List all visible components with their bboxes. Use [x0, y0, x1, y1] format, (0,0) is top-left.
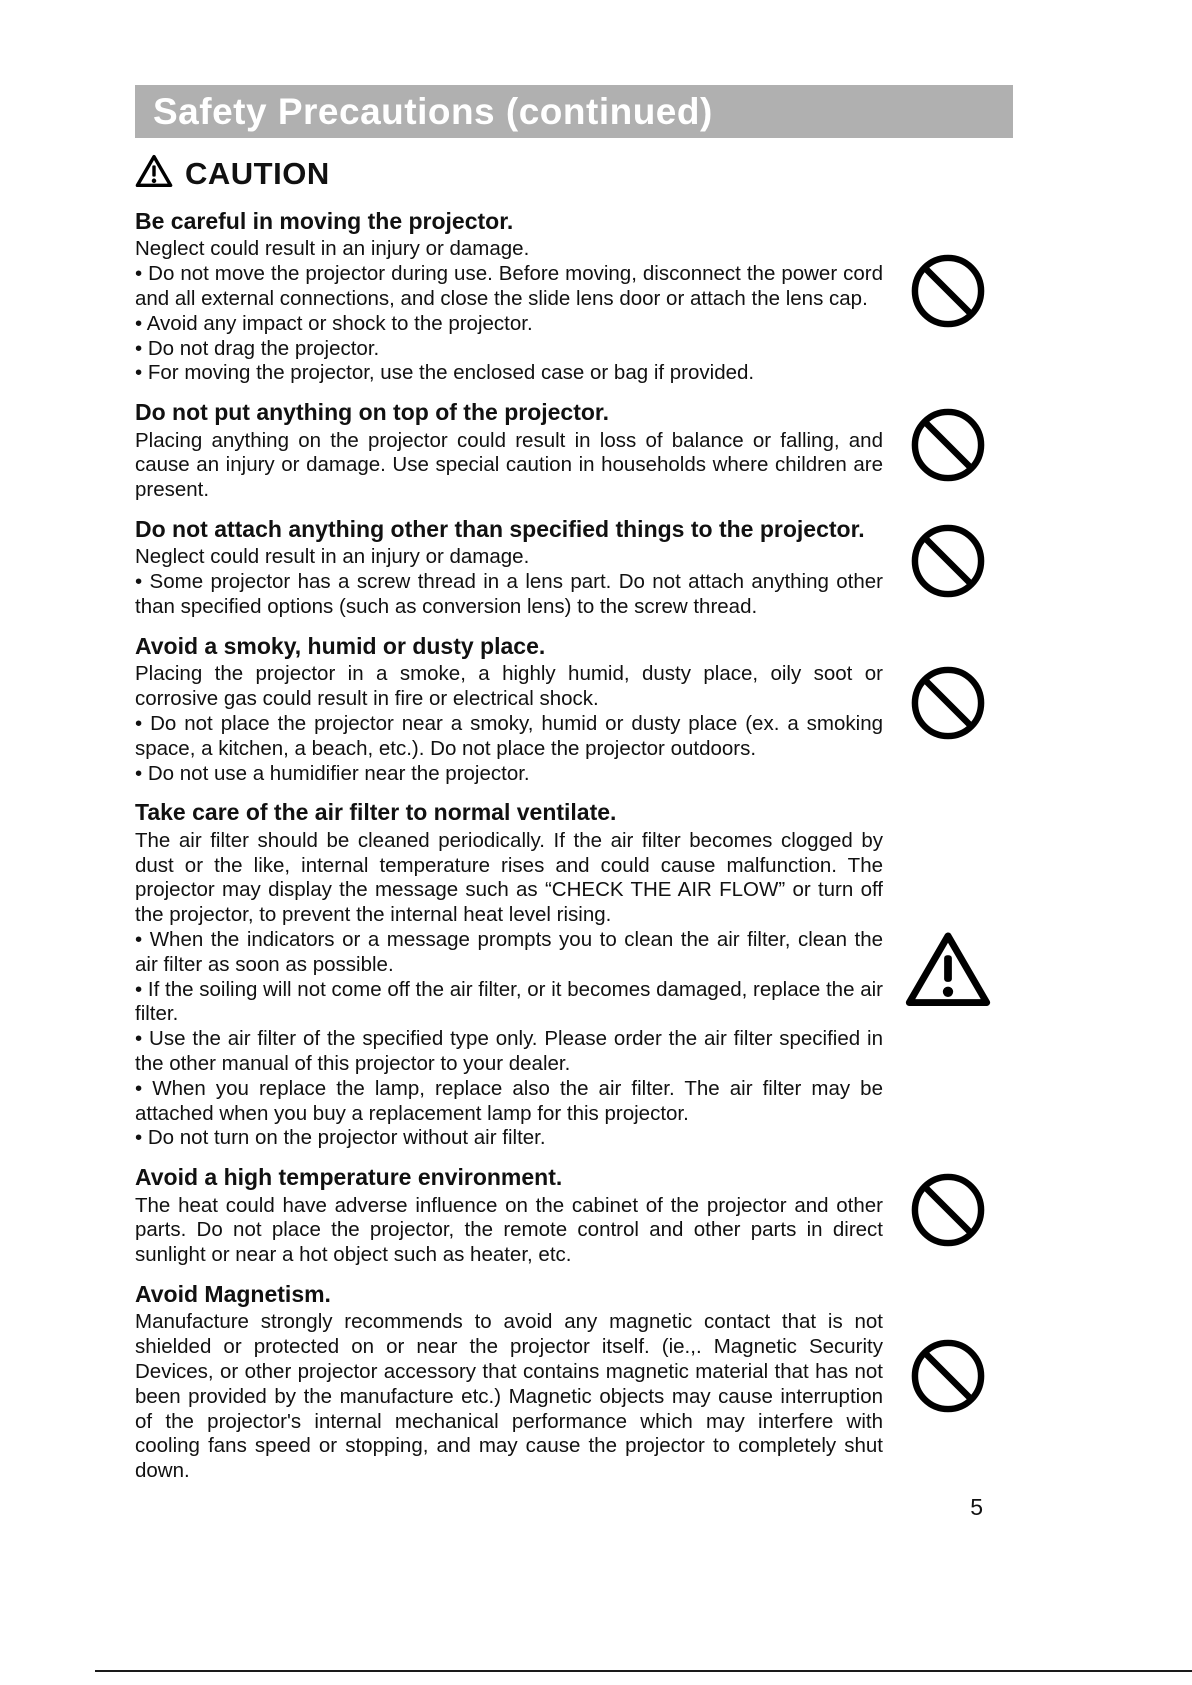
prohibition-icon	[883, 665, 1013, 741]
section	[135, 1268, 1013, 1484]
section-text	[135, 195, 883, 386]
section-paragraph: • For moving the projector, use the enclosed case or bag if provided.	[135, 361, 755, 385]
section-text	[135, 620, 883, 786]
section-paragraph: • Do not use a humidifier near the projector.	[135, 761, 530, 785]
page-header-bar	[135, 85, 1013, 138]
section-paragraph: The heat could have adverse influence on the cabinet of the projector and other parts. Do not place the projector, the remote control and other parts in direct sunlight or near a hot object such as heater, etc.	[135, 1193, 883, 1267]
section	[135, 503, 1013, 620]
section-paragraph: • Some projector has a screw thread in a lens part. Do not attach anything other than specified options (such as conversion lens) to the screw thread.	[135, 570, 883, 619]
section	[135, 386, 1013, 503]
caution-heading	[135, 154, 1013, 193]
section-paragraph: • If the soiling will not come off the air filter, or it becomes damaged, replace the air filter.	[135, 977, 883, 1026]
section-heading: Avoid a high temperature environment.	[135, 1164, 563, 1191]
footer-rule	[95, 1670, 1192, 1672]
section-text	[135, 1151, 883, 1268]
section-paragraph: Neglect could result in an injury or damage.	[135, 545, 530, 569]
content-column	[135, 85, 1013, 1521]
section	[135, 786, 1013, 1151]
section-paragraph: • Do not turn on the projector without air filter.	[135, 1126, 546, 1150]
section-heading: Do not attach anything other than specified things to the projector.	[135, 516, 865, 543]
section-text	[135, 386, 883, 503]
caution-label: CAUTION	[185, 155, 330, 191]
prohibition-icon	[883, 253, 1013, 329]
section-paragraph: • Use the air filter of the specified type only. Please order the air filter specified in the other manual of this projector to your dealer.	[135, 1027, 883, 1075]
prohibition-icon	[883, 1172, 1013, 1248]
prohibition-icon	[883, 407, 1013, 483]
section-paragraph: Neglect could result in an injury or damage.	[135, 237, 530, 261]
section-paragraph: Manufacture strongly recommends to avoid any magnetic contact that is not shielded or protected on or near the projector itself. (ie.,. Magnetic Security Devices, or other projector accessory that contains magnetic material that has not been provided by the manufacture etc.) Magnetic objects may cause interruption of the projector's internal mechanical performance which may interfere with cooling fans speed or stopping, and may cause the projector to completely shut down.	[135, 1310, 883, 1483]
warning-icon	[883, 930, 1013, 1008]
prohibition-icon	[883, 1338, 1013, 1414]
section	[135, 195, 1013, 386]
section-heading: Avoid Magnetism.	[135, 1280, 331, 1307]
section-paragraph: Placing anything on the projector could result in loss of balance or falling, and cause an injury or damage. Use special caution in households where children are present.	[135, 428, 883, 502]
section-text	[135, 503, 883, 620]
section-heading: Do not put anything on top of the projector.	[135, 399, 609, 426]
section	[135, 1151, 1013, 1268]
caution-triangle-icon	[135, 154, 173, 193]
sections	[135, 195, 1013, 1484]
prohibition-icon	[883, 523, 1013, 599]
section-paragraph: • Do not place the projector near a smoky, humid or dusty place (ex. a smoking space, a kitchen, a beach, etc.). Do not place the projector outdoors.	[135, 711, 883, 760]
section-text	[135, 786, 883, 1151]
page-title: Safety Precautions (continued)	[153, 90, 713, 132]
section-paragraph: • Do not drag the projector.	[135, 336, 380, 360]
section-text	[135, 1268, 883, 1484]
section-heading: Avoid a smoky, humid or dusty place.	[135, 632, 546, 659]
page-number: 5	[970, 1493, 983, 1520]
section-paragraph: • Do not move the projector during use. Before moving, disconnect the power cord and all external connections, and close the slide lens door or attach the lens cap.	[135, 262, 883, 311]
section-paragraph: • When you replace the lamp, replace also the air filter. The air filter may be attached when you buy a replacement lamp for this projector.	[135, 1076, 883, 1125]
section-paragraph: • Avoid any impact or shock to the projector.	[135, 311, 533, 335]
section-paragraph: The air filter should be cleaned periodically. If the air filter becomes clogged by dust or the like, internal temperature rises and could cause malfunction. The projector may display the message such as “CHECK THE AIR FLOW” or turn off the projector, to prevent the internal heat level rising.	[135, 828, 883, 927]
section-paragraph: • When the indicators or a message prompts you to clean the air filter, clean the air filter as soon as possible.	[135, 927, 883, 976]
section-paragraph: Placing the projector in a smoke, a highly humid, dusty place, oily soot or corrosive gas could result in fire or electrical shock.	[135, 662, 883, 711]
section	[135, 620, 1013, 786]
section-heading: Take care of the air filter to normal ventilate.	[135, 799, 617, 826]
section-heading: Be careful in moving the projector.	[135, 208, 514, 234]
